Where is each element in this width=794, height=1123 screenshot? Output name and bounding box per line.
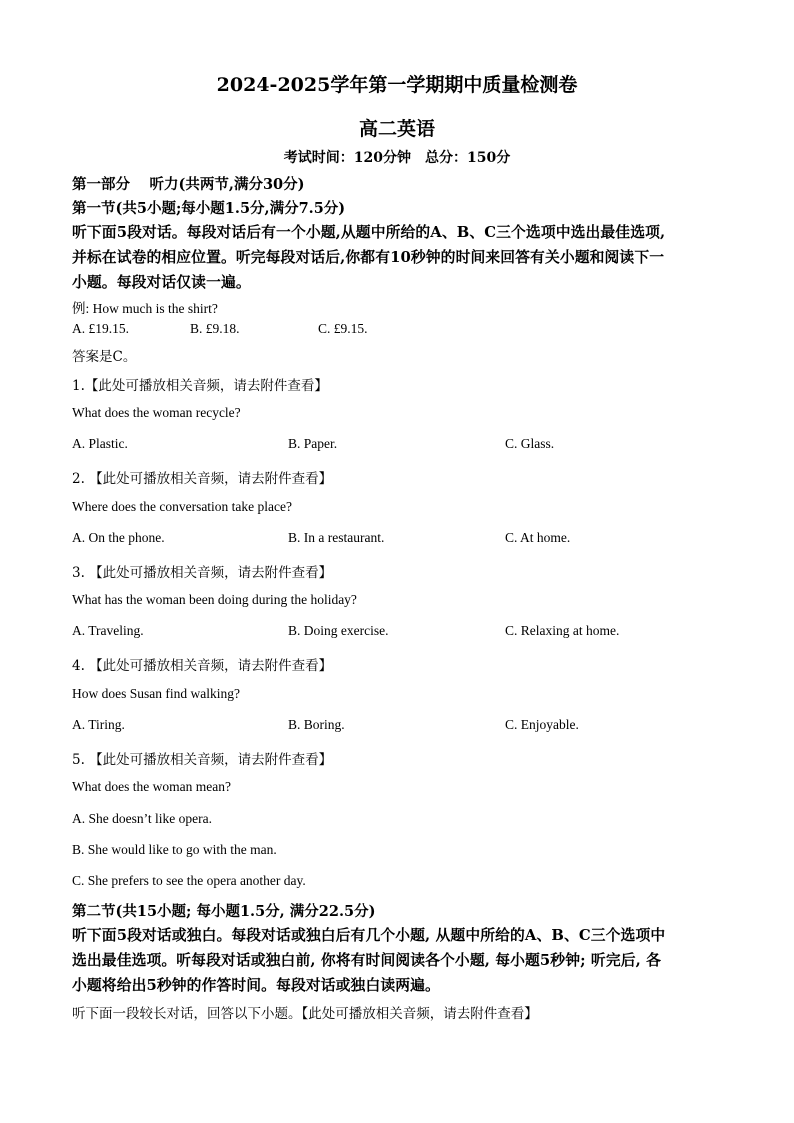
- option-b: B. Doing exercise.: [288, 623, 389, 638]
- section1-instruction-line: 小题。每段对话仅读一遍。: [72, 274, 251, 291]
- question-text: What does the woman recycle?: [72, 405, 241, 420]
- option-a: A. Traveling.: [72, 623, 144, 638]
- option-b: B. Paper.: [288, 436, 338, 451]
- exam-title: 2024-2025学年第一学期期中质量检测卷: [216, 74, 578, 96]
- audio-placeholder: 2. 【此处可播放相关音频，请去附件查看】: [72, 471, 333, 487]
- option-a: A. Tiring.: [72, 717, 125, 732]
- question-text: Where does the conversation take place?: [72, 499, 293, 514]
- option-c: C. She prefers to see the opera another day.: [72, 873, 306, 888]
- example-question: 例: How much is the shirt?: [72, 301, 218, 316]
- option-b: B. Boring.: [288, 717, 345, 732]
- question-text: How does Susan find walking?: [72, 686, 240, 701]
- audio-placeholder: 3. 【此处可播放相关音频，请去附件查看】: [72, 565, 333, 581]
- exam-subtitle: 高二英语: [358, 118, 435, 140]
- option-a: A. On the phone.: [72, 530, 165, 545]
- example-answer: 答案是C。: [72, 349, 137, 365]
- section2-instruction-line: 选出最佳选项。听每段对话或独白前, 你将有时间阅读各个小题, 每小题5秒钟; 听完后, 各: [72, 952, 662, 969]
- audio-placeholder: 4. 【此处可播放相关音频，请去附件查看】: [72, 658, 333, 674]
- option-c: C. Enjoyable.: [505, 717, 579, 732]
- section2-lead: 听下面一段较长对话，回答以下小题。【此处可播放相关音频，请去附件查看】: [72, 1006, 538, 1022]
- option-a: A. Plastic.: [72, 436, 128, 451]
- option-b: B. She would like to go with the man.: [72, 842, 277, 857]
- section2-instruction-line: 听下面5段对话或独白。每段对话或独白后有几个小题, 从题中所给的A、B、C三个选项中: [72, 927, 666, 944]
- option-a: A. She doesn’t like opera.: [72, 811, 212, 826]
- question-text: What has the woman been doing during the holiday?: [72, 592, 357, 607]
- section1-instruction-line: 并标在试卷的相应位置。听完每段对话后,你都有10秒钟的时间来回答有关小题和阅读下一: [72, 249, 665, 266]
- section1-heading: 第一节(共5小题;每小题1.5分,满分7.5分): [72, 200, 346, 217]
- section2-instruction-line: 小题将给出5秒钟的作答时间。每段对话或独白读两遍。: [72, 977, 440, 994]
- section1-instruction-line: 听下面5段对话。每段对话后有一个小题,从题中所给的A、B、C三个选项中选出最佳选项,: [72, 224, 666, 241]
- section2-heading: 第二节(共15小题; 每小题1.5分, 满分22.5分): [72, 903, 376, 920]
- example-option: C. £9.15.: [318, 321, 368, 336]
- option-c: C. Relaxing at home.: [505, 623, 620, 638]
- option-b: B. In a restaurant.: [288, 530, 385, 545]
- option-c: C. Glass.: [505, 436, 555, 451]
- audio-placeholder: 1.【此处可播放相关音频，请去附件查看】: [72, 378, 328, 394]
- question-text: What does the woman mean?: [72, 779, 231, 794]
- option-c: C. At home.: [505, 530, 571, 545]
- example-option: B. £9.18.: [190, 321, 240, 336]
- part1-heading: 第一部分 听力(共两节,满分30分): [72, 176, 305, 193]
- exam-info: 考试时间：120分钟 总分：150分: [283, 150, 511, 166]
- audio-placeholder: 5. 【此处可播放相关音频，请去附件查看】: [72, 752, 333, 768]
- example-option: A. £19.15.: [72, 321, 129, 336]
